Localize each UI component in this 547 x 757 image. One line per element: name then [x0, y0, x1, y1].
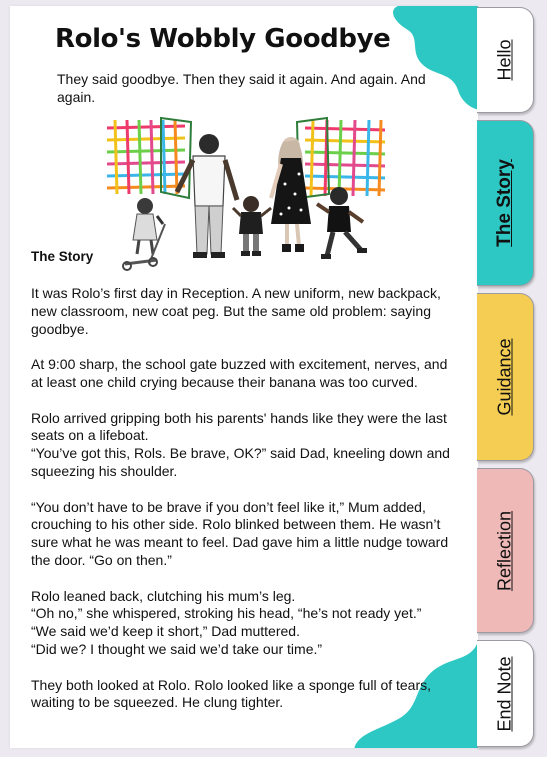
section-heading: The Story	[31, 249, 94, 264]
story-paragraph: “Oh no,” she whispered, stroking his head, “he’s not ready yet.”	[31, 605, 422, 622]
story-paragraph: At 9:00 sharp, the school gate buzzed with excitement, nerves, and at least one child crying because their banana was too curved.	[31, 356, 448, 390]
story-text	[31, 285, 456, 730]
section-tabs	[477, 0, 547, 757]
tab-hello[interactable]	[477, 7, 534, 113]
story-paragraph: “You don’t have to be brave if you don’t feel like it,” Mum added, crouching to his other side. Rolo blinked between them. He wasn’t sure what he was meant to feel. Dad gave him a little nudge toward the door. “Go on then.”	[31, 498, 449, 568]
tab-label: The Story	[494, 159, 515, 247]
page-title: Rolo's Wobbly Goodbye	[55, 24, 391, 54]
tab-label: Hello	[494, 39, 515, 81]
story-paragraph: “We said we’d keep it short,” Dad muttered.	[31, 623, 300, 640]
tab-end-note[interactable]	[477, 640, 534, 747]
story-page	[10, 6, 478, 748]
family-school-gate-illustration	[105, 114, 387, 274]
tab-label: End Note	[494, 655, 515, 732]
tab-the-story[interactable]	[477, 120, 534, 286]
tab-label: Guidance	[494, 338, 515, 416]
tab-label: Reflection	[494, 510, 515, 591]
story-paragraph: “You’ve got this, Rols. Be brave, OK?” said Dad, kneeling down and squeezing his shoulder.	[31, 445, 450, 479]
story-paragraph: It was Rolo’s first day in Reception. A new uniform, new backpack, new classroom, new coat peg. But the same old problem: saying goodbye.	[31, 285, 441, 337]
intro-text: They said goodbye. Then they said it again. And again. And again.	[57, 71, 426, 105]
story-paragraph: Rolo leaned back, clutching his mum’s leg.	[31, 587, 296, 604]
story-paragraph: Rolo arrived gripping both his parents' hands like they were the last seats on a lifeboat.	[31, 409, 447, 444]
tab-guidance[interactable]	[477, 293, 534, 461]
story-paragraph: They both looked at Rolo. Rolo looked like a sponge full of tears, waiting to be squeezed. He clung tighter.	[31, 676, 432, 711]
tab-reflection[interactable]	[477, 468, 534, 633]
story-paragraph: “Did we? I thought we said we’d take our time.”	[31, 640, 323, 657]
